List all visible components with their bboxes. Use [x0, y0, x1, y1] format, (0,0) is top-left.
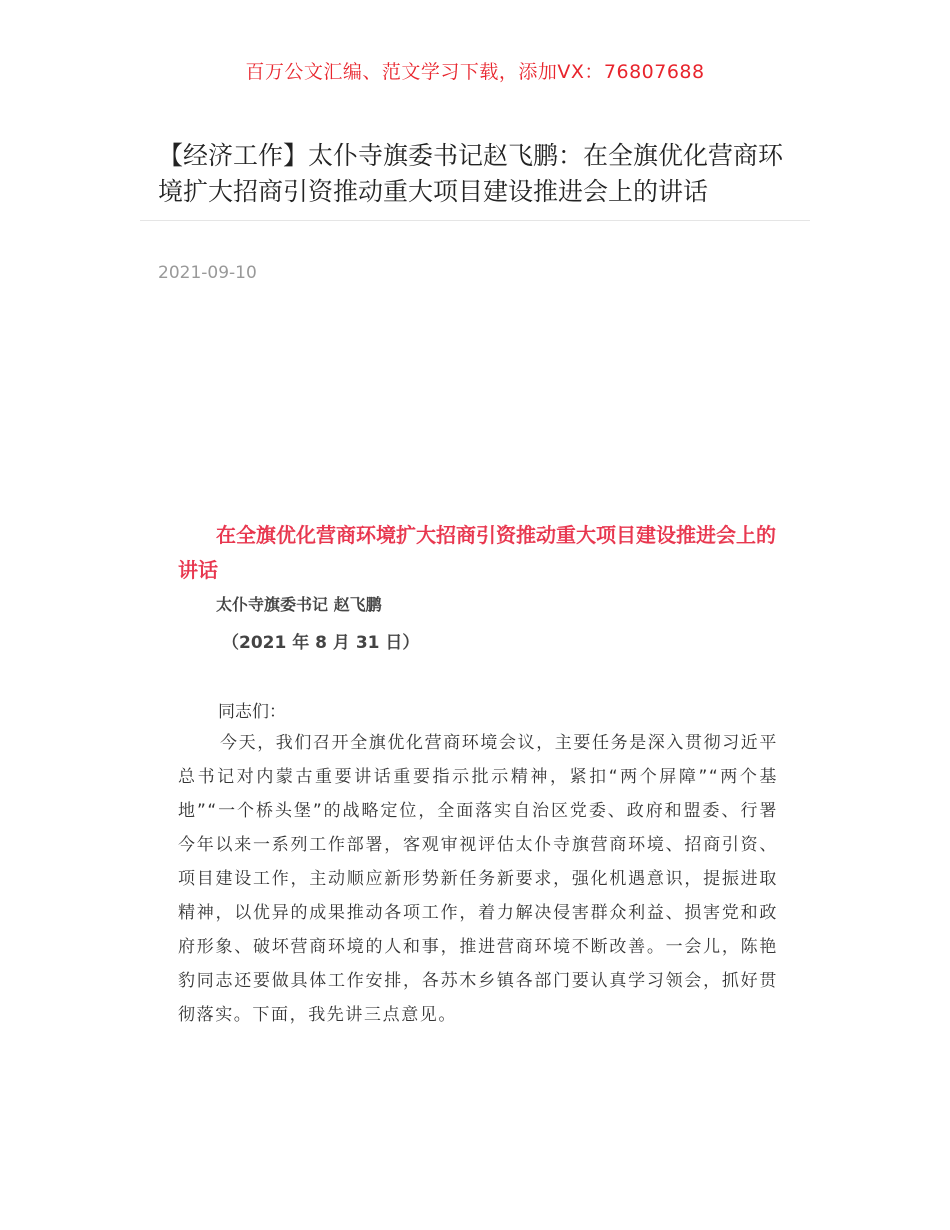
- article-title: 【经济工作】太仆寺旗委书记赵飞鹏：在全旗优化营商环境扩大招商引资推动重大项目建设推进会上的讲话: [158, 141, 784, 206]
- promo-banner: 百万公文汇编、范文学习下载，添加VX：76807688: [245, 61, 705, 83]
- title-divider: [140, 220, 810, 221]
- speech-date: （2021 年 8 月 31 日）: [222, 633, 420, 653]
- speaker-line: 太仆寺旗委书记 赵飞鹏: [216, 595, 382, 614]
- body-paragraph: 今天，我们召开全旗优化营商环境会议，主要任务是深入贯彻习近平总书记对内蒙古重要讲话重要指示批示精神，紧扣“两个屏障”“两个基地”“一个桥头堡”的战略定位，全面落实自治区党委、政府和盟委、行署今年以来一系列工作部署，客观审视评估太仆寺旗营商环境、招商引资、项目建设工作，主动顺应新形势新任务新要求，强化机遇意识，提振进取精神，以优异的成果推动各项工作，着力解决侵害群众利益、损害党和政府形象、破坏营商环境的人和事，推进营商环境不断改善。一会儿，陈艳豹同志还要做具体工作安排，各苏木乡镇各部门要认真学习领会，抓好贯彻落实。下面，我先讲三点意见。: [178, 733, 778, 1025]
- greeting: 同志们：: [218, 702, 286, 722]
- publish-date: 2021-09-10: [158, 263, 257, 283]
- speech-title: 在全旗优化营商环境扩大招商引资推动重大项目建设推进会上的讲话: [178, 523, 776, 582]
